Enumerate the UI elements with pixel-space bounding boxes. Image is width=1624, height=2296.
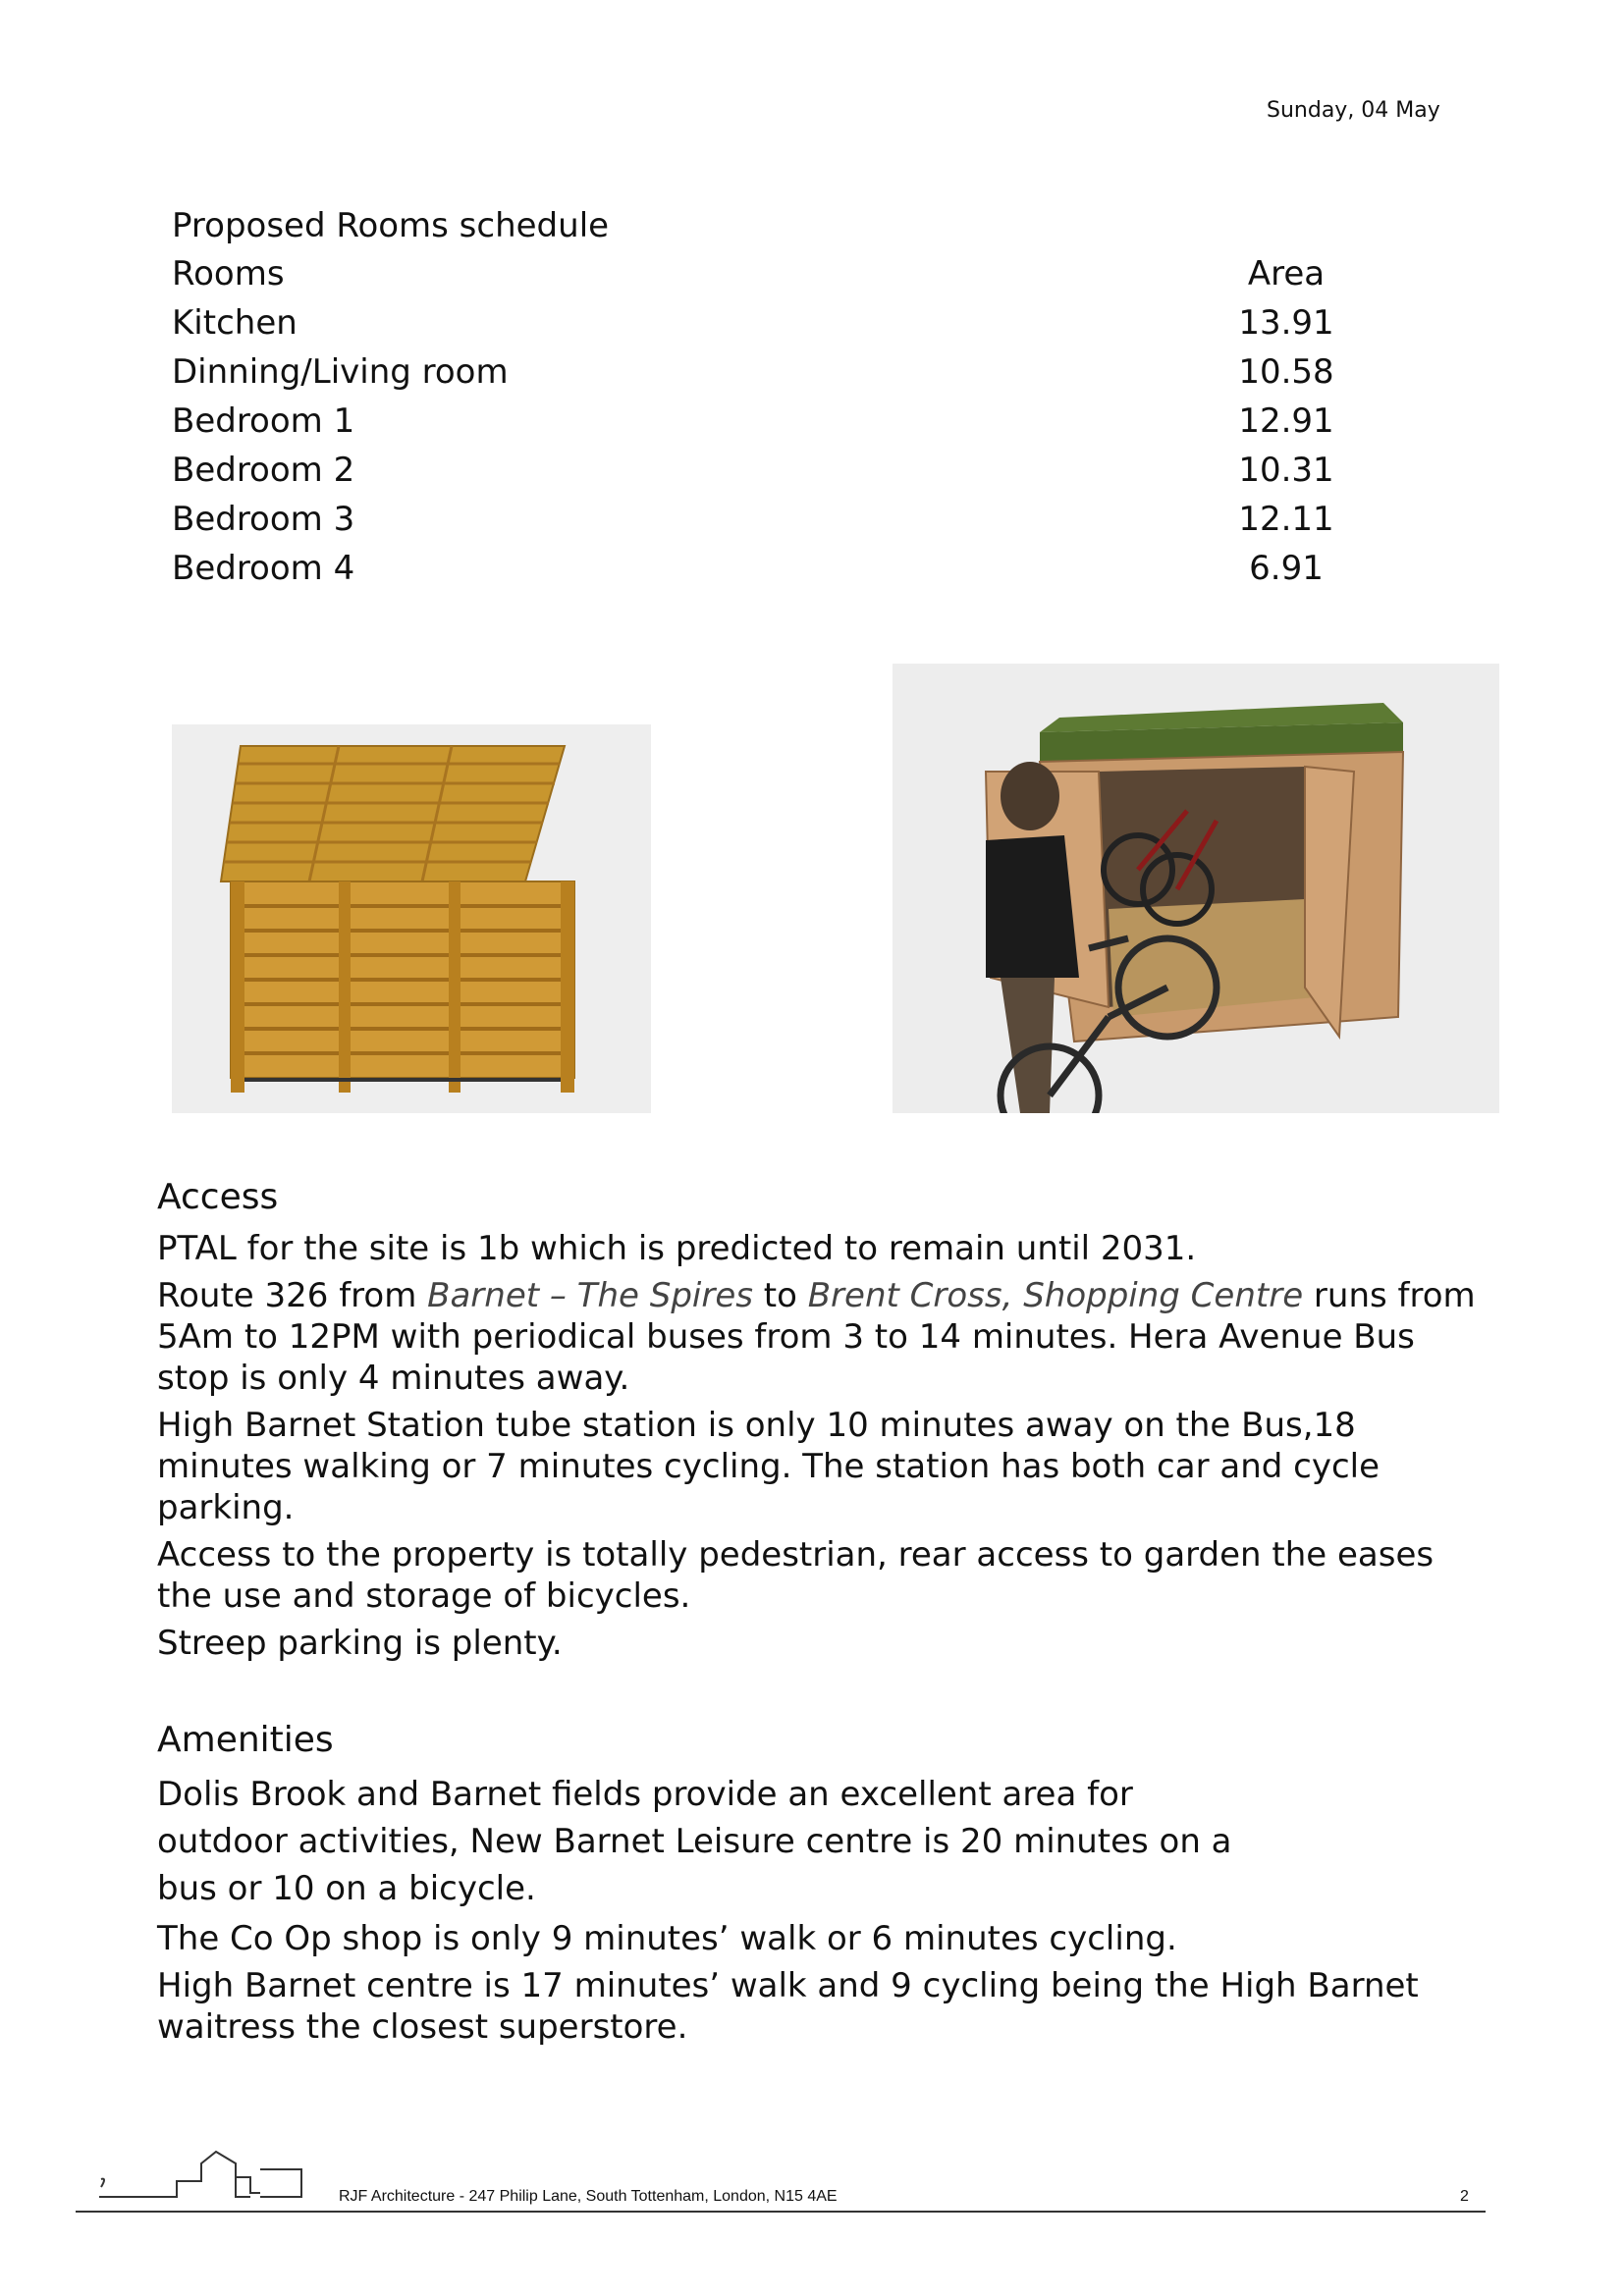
schedule-row [172, 446, 1350, 495]
bin-store-photo [172, 724, 651, 1113]
room-name: Bedroom 3 [172, 500, 355, 539]
route-text-3: runs from 5Am to 12PM with periodical buses from 3 to 14 minutes. Hera Avenue Bus stop is only 4 minutes away. [157, 1276, 1476, 1398]
room-name: Kitchen [172, 303, 298, 343]
bike-shed-photo [893, 664, 1499, 1113]
access-parking-paragraph: Streep parking is plenty. [157, 1624, 563, 1663]
access-station-paragraph: High Barnet Station tube station is only 10 minutes away on the Bus,18 minutes walking or 7 minutes cycling. The station has both car and cycle parking. [157, 1406, 1380, 1527]
amenities-line: Dolis Brook and Barnet fields provide an excellent area for [157, 1775, 1133, 1814]
schedule-header-row [172, 249, 1350, 298]
schedule-row [172, 347, 1350, 397]
access-heading: Access [157, 1177, 279, 1217]
access-route-paragraph [157, 1275, 1492, 1399]
schedule-title: Proposed Rooms schedule [172, 206, 610, 245]
schedule-row [172, 298, 1350, 347]
document-date: Sunday, 04 May [1267, 98, 1440, 123]
area-column-header: Area [1247, 254, 1326, 294]
room-name: Bedroom 2 [172, 451, 355, 490]
room-area: 12.91 [1238, 401, 1334, 441]
room-area: 10.31 [1238, 451, 1334, 490]
amenities-heading: Amenities [157, 1720, 334, 1760]
schedule-row [172, 544, 1350, 593]
room-area: 13.91 [1238, 303, 1334, 343]
room-area: 12.11 [1238, 500, 1334, 539]
rooms-column-header: Rooms [172, 254, 285, 294]
amenities-section [157, 1718, 1492, 2054]
access-property-paragraph: Access to the property is totally pedestrian, rear access to garden the eases the use and storage of bicycles. [157, 1535, 1435, 1616]
route-text-2: to [752, 1276, 808, 1315]
room-name: Bedroom 1 [172, 401, 355, 441]
company-logo [93, 2150, 309, 2213]
route-destination: Brent Cross, Shopping Centre [807, 1276, 1304, 1315]
route-text-1: Route 326 from [157, 1276, 428, 1315]
route-origin: Barnet – The Spires [427, 1276, 753, 1315]
footer-address: RJF Architecture - 247 Philip Lane, South Tottenham, London, N15 4AE [339, 2188, 838, 2205]
rooms-schedule [172, 202, 1350, 593]
amenities-line: bus or 10 on a bicycle. [157, 1869, 536, 1908]
footer-divider [76, 2211, 1486, 2213]
room-name: Bedroom 4 [172, 549, 355, 588]
room-area: 6.91 [1249, 549, 1324, 588]
amenities-coop-paragraph: The Co Op shop is only 9 minutes’ walk or 6 minutes cycling. [157, 1919, 1177, 1958]
access-ptal-paragraph: PTAL for the site is 1b which is predicted to remain until 2031. [157, 1229, 1197, 1268]
room-name: Dinning/Living room [172, 352, 509, 392]
room-area: 10.58 [1238, 352, 1334, 392]
page-number: 2 [1460, 2188, 1469, 2205]
access-section [157, 1175, 1492, 1670]
schedule-row [172, 495, 1350, 544]
amenities-line: outdoor activities, New Barnet Leisure centre is 20 minutes on a [157, 1822, 1232, 1861]
schedule-row [172, 397, 1350, 446]
amenities-barnet-paragraph: High Barnet centre is 17 minutes’ walk and 9 cycling being the High Barnet waitress the closest superstore. [157, 1966, 1419, 2047]
